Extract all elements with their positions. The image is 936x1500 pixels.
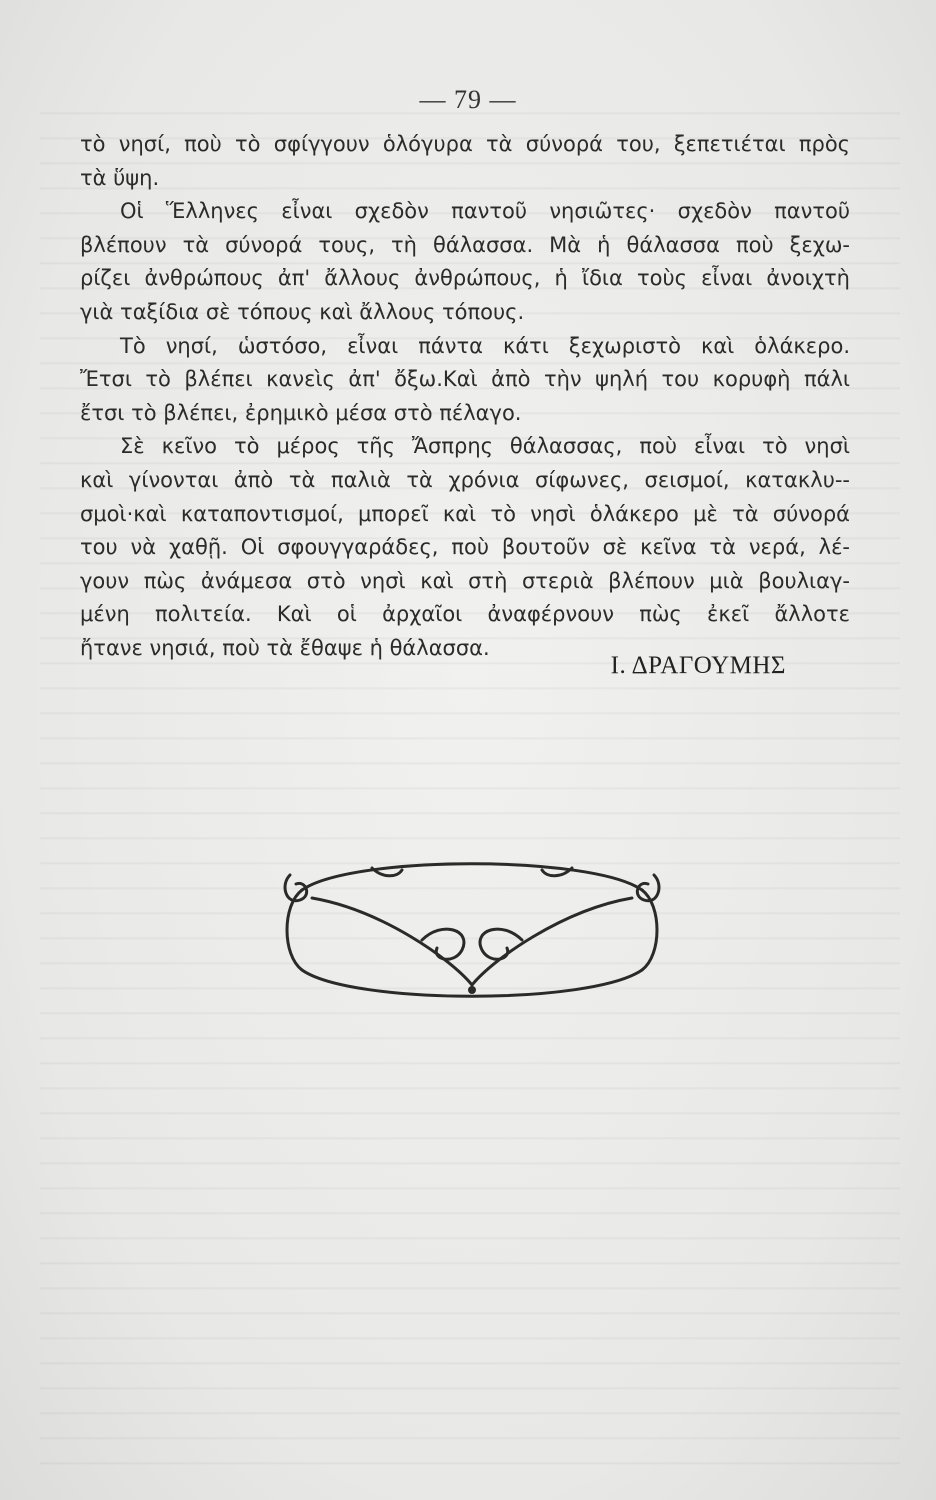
text-line: γιὰ ταξίδια σὲ τόπους καὶ ἄλλους τόπους.: [80, 299, 525, 324]
text-line: τὰ ὕψη.: [80, 165, 160, 190]
text-line: σμοὶ·καὶ καταποντισμοί, μπορεῖ καὶ τὸ νησὶ ὁλάκερο μὲ τὰ σύνορά: [80, 501, 850, 526]
text-line: Οἱ Ἕλληνες εἶναι σχεδὸν παντοῦ νησιῶτες· σχεδὸν παντοῦ: [120, 199, 850, 224]
text-line: Τὸ νησί, ὡστόσο, εἶναι πάντα κάτι ξεχωριστὸ καὶ ὁλάκερο.: [120, 333, 850, 358]
text-line: ἔτσι τὸ βλέπει, ἐρημικὸ μέσα στὸ πέλαγο.: [80, 400, 522, 425]
author-signature: Ι. ΔΡΑΓΟΥΜΗΣ: [610, 652, 786, 679]
text-line: ρίζει ἀνθρώπους ἀπ' ἄλλους ἀνθρώπους, ἡ ἴδια τοὺς εἶναι ἀνοιχτὴ: [80, 266, 850, 291]
text-line: γουν πὼς ἀνάμεσα στὸ νησὶ καὶ στὴ στεριὰ βλέπουν μιὰ βουλιαγ-: [80, 568, 850, 593]
text-line: μένη πολιτεία. Καὶ οἱ ἀρχαῖοι ἀναφέρνουν πὼς ἐκεῖ ἄλλοτε: [80, 602, 850, 627]
text-line: βλέπουν τὰ σύνορά τους, τὴ θάλασσα. Μὰ ἡ θάλασσα ποὺ ξεχω-: [80, 232, 850, 257]
text-line: του νὰ χαθῇ. Οἱ σφουγγαράδες, ποὺ βουτοῦν σὲ κεῖνα τὰ νερά, λέ-: [80, 535, 850, 560]
text-line: Ἔτσι τὸ βλέπει κανεὶς ἀπ' ὄξω.Καὶ ἀπὸ τὴν ψηλή του κορυφὴ πάλι: [80, 367, 850, 392]
decorative-ornament-icon: [272, 850, 672, 1010]
text-line: τὸ νησί, ποὺ τὸ σφίγγουν ὁλόγυρα τὰ σύνορά του, ξεπετιέται πρὸς: [80, 132, 850, 156]
text-line: Σὲ κεῖνο τὸ μέρος τῆς Ἄσπρης θάλασσας, ποὺ εἶναι τὸ νησὶ: [120, 434, 850, 459]
article-body: [80, 128, 850, 666]
text-line: ἤτανε νησιά, ποὺ τὰ ἔθαψε ἡ θάλασσα.: [80, 635, 490, 660]
page-number: — 79 —: [419, 85, 517, 114]
text-line: καὶ γίνονται ἀπὸ τὰ παλιὰ τὰ χρόνια σίφωνες, σεισμοί, κατακλυ--: [80, 467, 850, 492]
